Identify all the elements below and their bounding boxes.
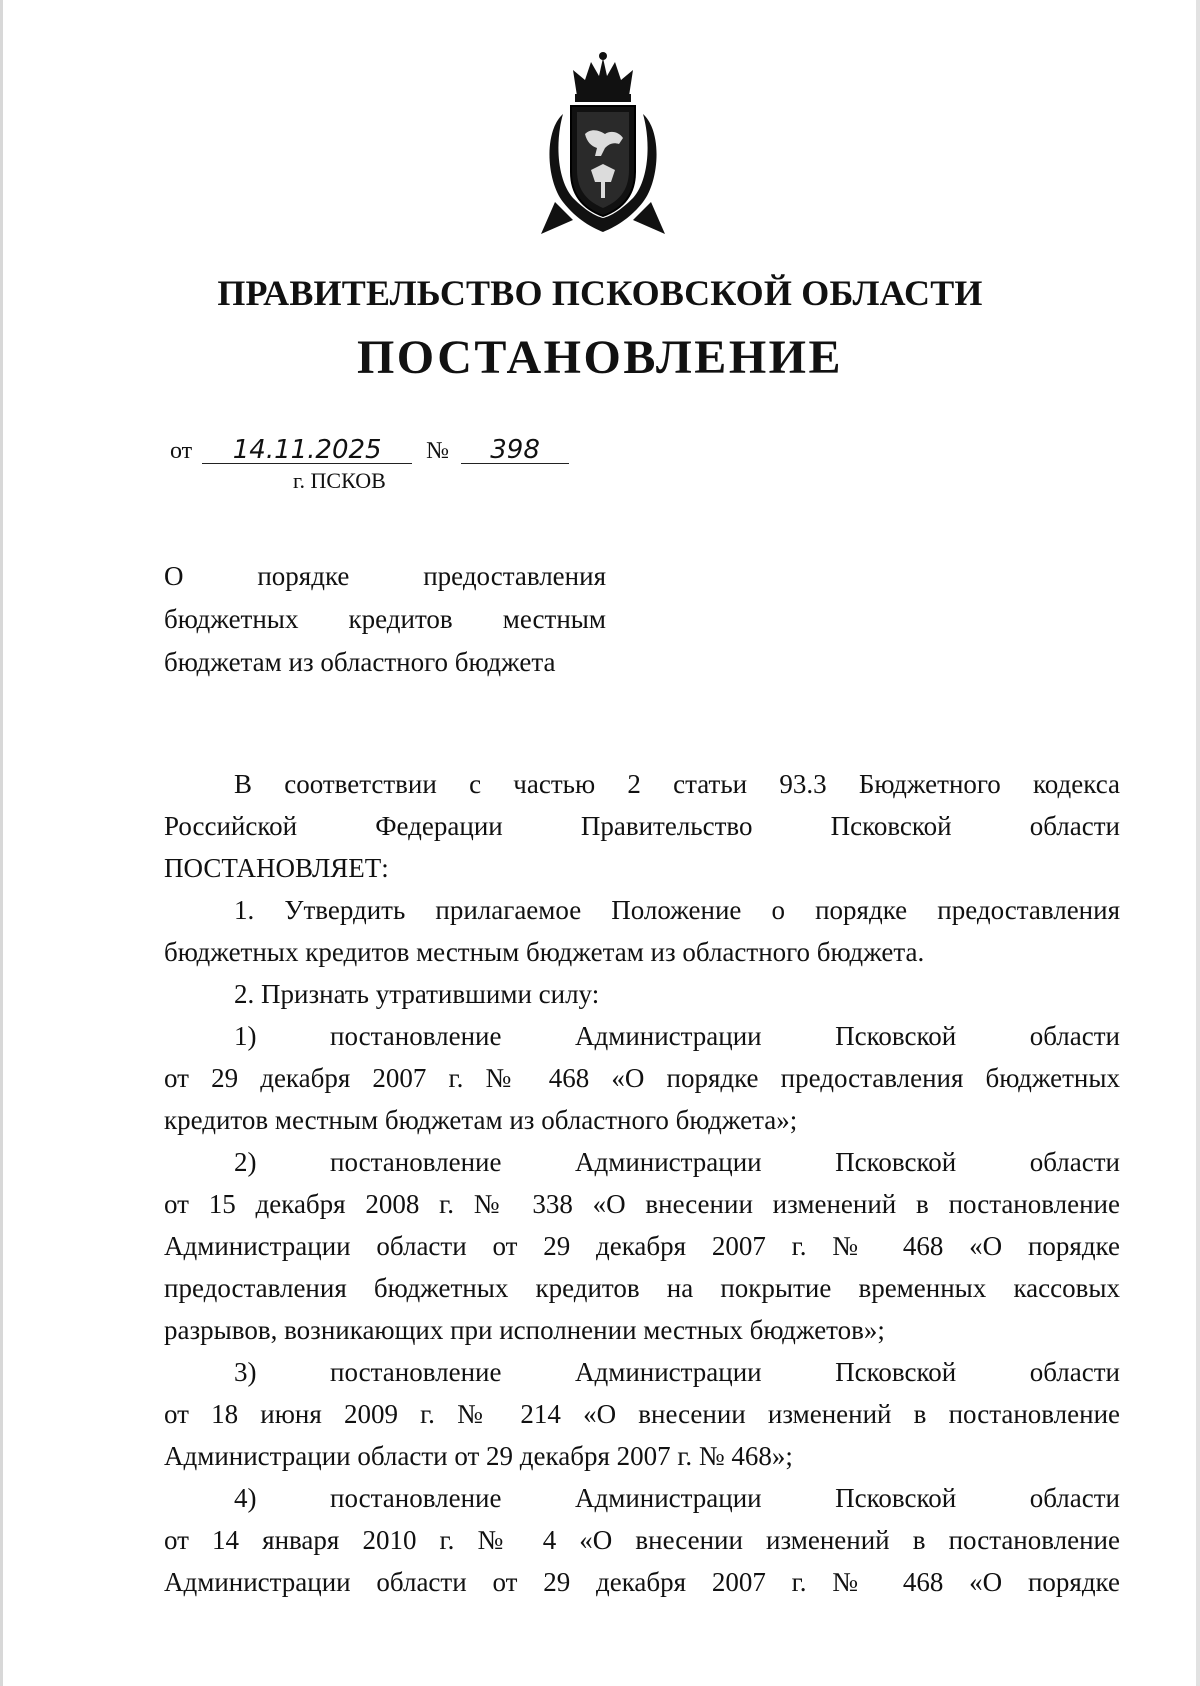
body-line: 1) постановление Администрации Псковской области — [234, 1021, 1120, 1051]
document-date: 14.11.2025 — [202, 437, 412, 464]
body-line: от 18 июня 2009 г. № 214 «О внесении изменений в постановление — [164, 1399, 1120, 1429]
body-line: от 15 декабря 2008 г. № 338 «О внесении изменений в постановление — [164, 1189, 1120, 1219]
body-line: разрывов, возникающих при исполнении местных бюджетов»; — [164, 1315, 885, 1345]
body-line: кредитов местным бюджетам из областного бюджета»; — [164, 1105, 798, 1135]
body-line: ПОСТАНОВЛЯЕТ: — [164, 853, 389, 883]
subject-line: О порядке предоставления — [164, 561, 606, 591]
body-line: 2) постановление Администрации Псковской области — [234, 1147, 1120, 1177]
scan-edge-left — [0, 0, 3, 1686]
body-line: Администрации области от 29 декабря 2007 г. № 468»; — [164, 1441, 793, 1471]
document-number: 398 — [461, 437, 569, 464]
date-prefix: от — [170, 438, 193, 464]
number-prefix: № — [426, 438, 450, 464]
body-line: Администрации области от 29 декабря 2007 г. № 468 «О порядке — [164, 1567, 1120, 1597]
body-line: от 14 января 2010 г. № 4 «О внесении изменений в постановление — [164, 1525, 1120, 1555]
body-line: 2. Признать утратившими силу: — [234, 979, 600, 1009]
body-line: 4) постановление Администрации Псковской области — [234, 1483, 1120, 1513]
document-date-line — [170, 437, 569, 465]
coat-of-arms-emblem — [533, 52, 673, 242]
body-line: Российской Федерации Правительство Псковской области — [164, 811, 1120, 841]
organization-name: ПРАВИТЕЛЬСТВО ПСКОВСКОЙ ОБЛАСТИ — [217, 273, 983, 313]
body-line: В соответствии с частью 2 статьи 93.3 Бюджетного кодекса — [234, 769, 1120, 799]
subject-line: бюджетам из областного бюджета — [164, 647, 556, 677]
body-line: Администрации области от 29 декабря 2007 г. № 468 «О порядке — [164, 1231, 1120, 1261]
body-line: 1. Утвердить прилагаемое Положение о порядке предоставления — [234, 895, 1120, 925]
document-body — [164, 763, 1120, 1603]
document-subject — [164, 555, 606, 684]
body-line: 3) постановление Администрации Псковской области — [234, 1357, 1120, 1387]
scan-edge-right — [1196, 0, 1200, 1686]
body-line: бюджетных кредитов местным бюджетам из областного бюджета. — [164, 937, 925, 967]
body-line: от 29 декабря 2007 г. № 468 «О порядке предоставления бюджетных — [164, 1063, 1120, 1093]
body-line: предоставления бюджетных кредитов на покрытие временных кассовых — [164, 1273, 1120, 1303]
subject-line: бюджетных кредитов местным — [164, 604, 606, 634]
document-type: ПОСТАНОВЛЕНИЕ — [356, 331, 844, 384]
document-city: г. ПСКОВ — [293, 468, 386, 493]
